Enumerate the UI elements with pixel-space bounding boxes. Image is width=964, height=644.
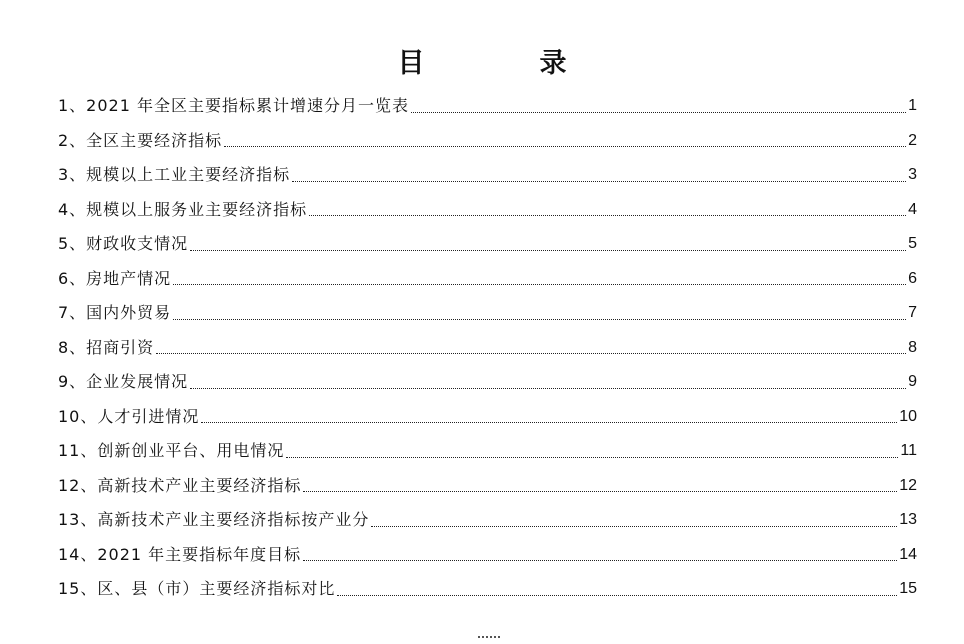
toc-entry-page: 5 [908, 235, 917, 252]
toc-entry-label: 10、人才引进情况 [58, 406, 200, 426]
toc-entry-label: 8、招商引资 [58, 337, 155, 357]
dot-leader [309, 215, 906, 216]
toc-entry-label: 1、2021 年全区主要指标累计增速分月一览表 [58, 96, 409, 115]
toc-entry-11[interactable] [58, 434, 917, 469]
toc-entry-label: 9、企业发展情况 [58, 372, 189, 391]
dot-leader [224, 146, 906, 147]
toc-entry-page: 11 [900, 442, 917, 459]
dot-leader [371, 526, 897, 527]
toc-entry-8[interactable] [58, 331, 917, 366]
toc-entry-page: 10 [899, 407, 917, 425]
toc-entry-12[interactable] [58, 469, 917, 504]
toc-entry-page: 8 [908, 338, 917, 356]
toc-entry-page: 14 [899, 545, 917, 563]
toc-entry-label: 12、高新技术产业主要经济指标 [58, 475, 302, 495]
toc-entry-label: 11、创新创业平台、用电情况 [58, 441, 285, 460]
dot-leader [190, 250, 906, 251]
toc-entry-label: 5、财政收支情况 [58, 234, 189, 253]
toc-entry-9[interactable] [58, 365, 917, 400]
toc-entry-page: 2 [908, 131, 917, 149]
toc-entry-page: 9 [908, 373, 917, 390]
dot-leader [303, 560, 897, 561]
dot-leader [156, 353, 906, 354]
toc-entry-page: 6 [908, 269, 917, 287]
dot-leader [190, 388, 906, 389]
toc-entry-5[interactable] [58, 227, 917, 262]
toc-title: 目 录 [397, 48, 611, 80]
dot-leader [411, 112, 906, 113]
toc-entry-10[interactable] [58, 400, 917, 435]
dot-leader [173, 319, 906, 320]
toc-entry-label: 13、高新技术产业主要经济指标按产业分 [58, 510, 370, 529]
dot-leader [173, 284, 906, 285]
toc-entry-page: 3 [908, 166, 917, 183]
toc-entry-page: 4 [908, 200, 917, 218]
toc-entry-label: 3、规模以上工业主要经济指标 [58, 165, 291, 184]
dot-leader [337, 595, 897, 596]
dot-leader [201, 422, 897, 423]
dot-leader [292, 181, 906, 182]
toc-entry-4[interactable] [58, 193, 917, 228]
toc-entry-3[interactable] [58, 158, 917, 193]
toc-entry-page: 1 [908, 97, 917, 114]
toc-entry-7[interactable] [58, 296, 917, 331]
toc-entry-label: 7、国内外贸易 [58, 303, 172, 322]
toc-list [58, 89, 917, 607]
toc-entry-1[interactable] [58, 89, 917, 124]
toc-entry-page: 7 [908, 304, 917, 321]
toc-entry-label: 15、区、县（市）主要经济指标对比 [58, 579, 336, 598]
dot-leader [303, 491, 897, 492]
toc-entry-13[interactable] [58, 503, 917, 538]
toc-entry-14[interactable] [58, 538, 917, 573]
toc-entry-15[interactable] [58, 572, 917, 607]
toc-entry-label: 2、全区主要经济指标 [58, 130, 223, 150]
toc-entry-page: 13 [899, 511, 917, 528]
toc-entry-page: 15 [899, 580, 917, 597]
dot-leader [286, 457, 898, 458]
page-footer-marker [478, 636, 500, 638]
toc-entry-6[interactable] [58, 262, 917, 297]
toc-entry-label: 14、2021 年主要指标年度目标 [58, 544, 302, 564]
toc-entry-page: 12 [899, 476, 917, 494]
toc-entry-label: 6、房地产情况 [58, 268, 172, 288]
toc-entry-label: 4、规模以上服务业主要经济指标 [58, 199, 308, 219]
toc-entry-2[interactable] [58, 124, 917, 159]
